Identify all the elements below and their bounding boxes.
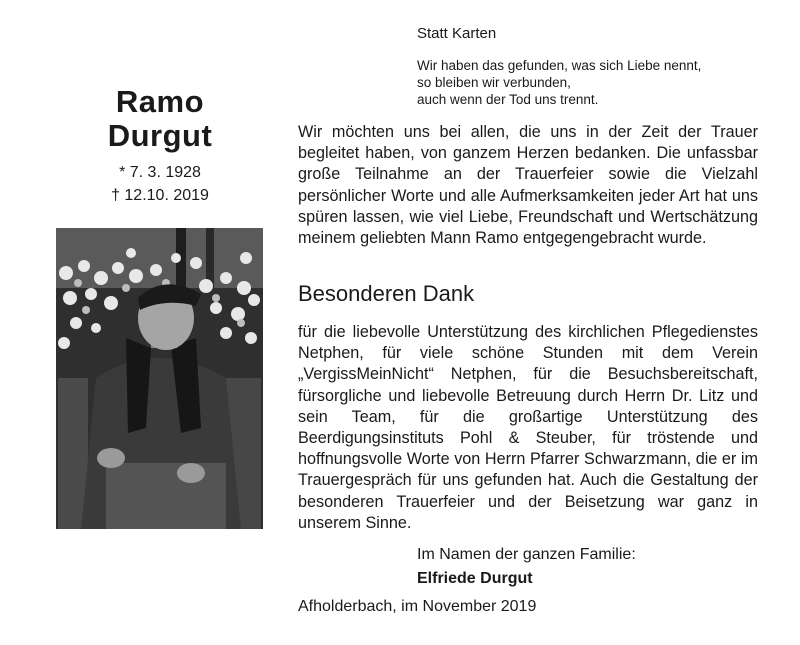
- thanks-paragraph: Wir möchten uns bei allen, die uns in der Zeit der Trauer begleitet haben, von ganzem Herzen bedanken. Die unfassbar große Teilnahme an der Trauerfeier sowie die Vielzahl persönlicher Worte und alle Aufmerksamkeiten jeder Art hat uns spüren lassen, wie viel Liebe, Freundschaft und Wertschätzung meinem geliebten Mann Ramo entgegengebracht wurde.: [298, 123, 758, 248]
- last-name: Durgut: [107, 118, 213, 153]
- special-thanks-heading: Besonderen Dank: [298, 281, 475, 306]
- deceased-name: [50, 85, 270, 153]
- first-name: Ramo: [115, 84, 205, 119]
- signature-line: Im Namen der ganzen Familie:: [417, 546, 636, 563]
- signature-name: Elfriede Durgut: [417, 570, 533, 587]
- signature: [417, 543, 636, 591]
- portrait-photo: [56, 228, 263, 529]
- poem-line: Wir haben das gefunden, was sich Liebe nennt,: [417, 58, 702, 73]
- special-thanks-paragraph: für die liebevolle Unterstützung des kirchlichen Pflegedienstes Netphen, für viele schöne Stunden mit dem Verein „VergissMeinNicht“ Netphen, für die Besuchsbereitschaft, fürsorgliche und liebevolle Betreuung durch Herrn Dr. Litz und sein Team, für die großartige Unterstützung des Beerdigungsinstituts Pohl & Steuber, für tröstende und hoffnungsvolle Worte von Herrn Pfarrer Schwarzmann, die er im Trauergespräch für uns gefunden hat. Auch die Gestaltung der besonderen Trauerfeier und der Beisetzung war ganz in unserem Sinne.: [298, 323, 758, 532]
- birth-date: * 7. 3. 1928: [119, 164, 201, 181]
- statt-karten: Statt Karten: [417, 25, 497, 42]
- place-date: Afholderbach, im November 2019: [298, 598, 537, 615]
- deceased-info: [50, 85, 270, 207]
- poem: [417, 57, 701, 108]
- poem-line: so bleiben wir verbunden,: [417, 75, 571, 90]
- death-date: † 12.10. 2019: [111, 187, 209, 204]
- poem-line: auch wenn der Tod uns trennt.: [417, 92, 599, 107]
- life-dates: [50, 161, 270, 207]
